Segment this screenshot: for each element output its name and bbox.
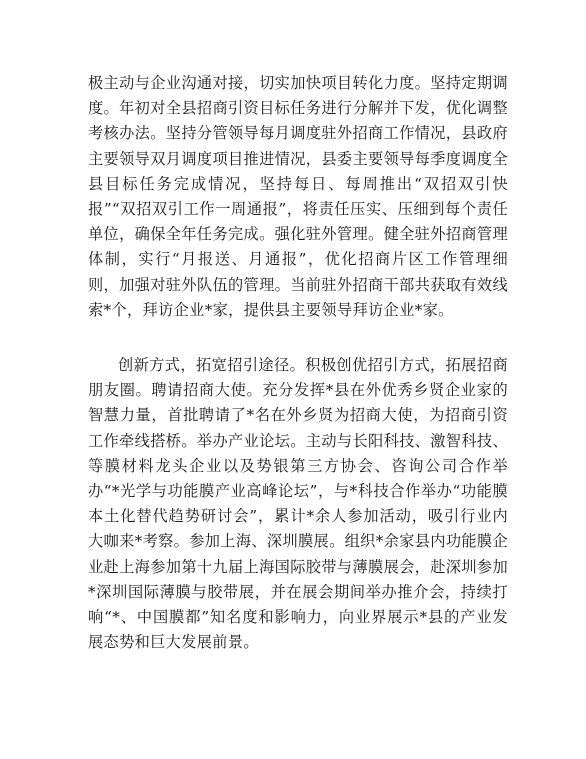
paragraph-continuation xyxy=(88,71,508,323)
paragraph-text: 极主动与企业沟通对接，切实加快项目转化力度。坚持定期调度。年初对全县招商引资目标任务进行分解并下发，优化调整考核办法。坚持分管领导每月调度驻外招商工作情况，县政府主要领导双月调度项目推进情况，县委主要领导每季度调度全县目标任务完成情况，坚持每日、每周推出“双招双引快报”“双招双引工作一周通报”，将责任压实、压细到每个责任单位，确保全年任务完成。强化驻外管理。健全驻外招商管理体制，实行“月报送、月通报”，优化招商片区工作管理细则，加强对驻外队伍的管理。当前驻外招商干部共获取有效线索*个，拜访企业*家，提供县主要领导拜访企业*家。 xyxy=(88,74,508,319)
paragraph-innovation xyxy=(88,353,508,655)
paragraph-text: 创新方式，拓宽招引途径。积极创优招引方式，拓展招商朋友圈。聘请招商大使。充分发挥*县在外优秀乡贤企业家的智慧力量，首批聘请了*名在外乡贤为招商大使，为招商引资工作牵线搭桥。举办产业论坛。主动与长阳科技、激智科技、等膜材料龙头企业以及势银第三方协会、咨询公司合作举办“*光学与功能膜产业高峰论坛”，与*科技合作举办“功能膜本土化替代趋势研讨会”，累计*余人参加活动，吸引行业内大咖来*考察。参加上海、深圳膜展。组织*余家县内功能膜企业赴上海参加第十九届上海国际胶带与薄膜展会，赴深圳参加*深圳国际薄膜与胶带展，并在展会期间举办推介会，持续打响“*、中国膜都”知名度和影响力，向业界展示*县的产业发展态势和巨大发展前景。 xyxy=(88,356,508,652)
